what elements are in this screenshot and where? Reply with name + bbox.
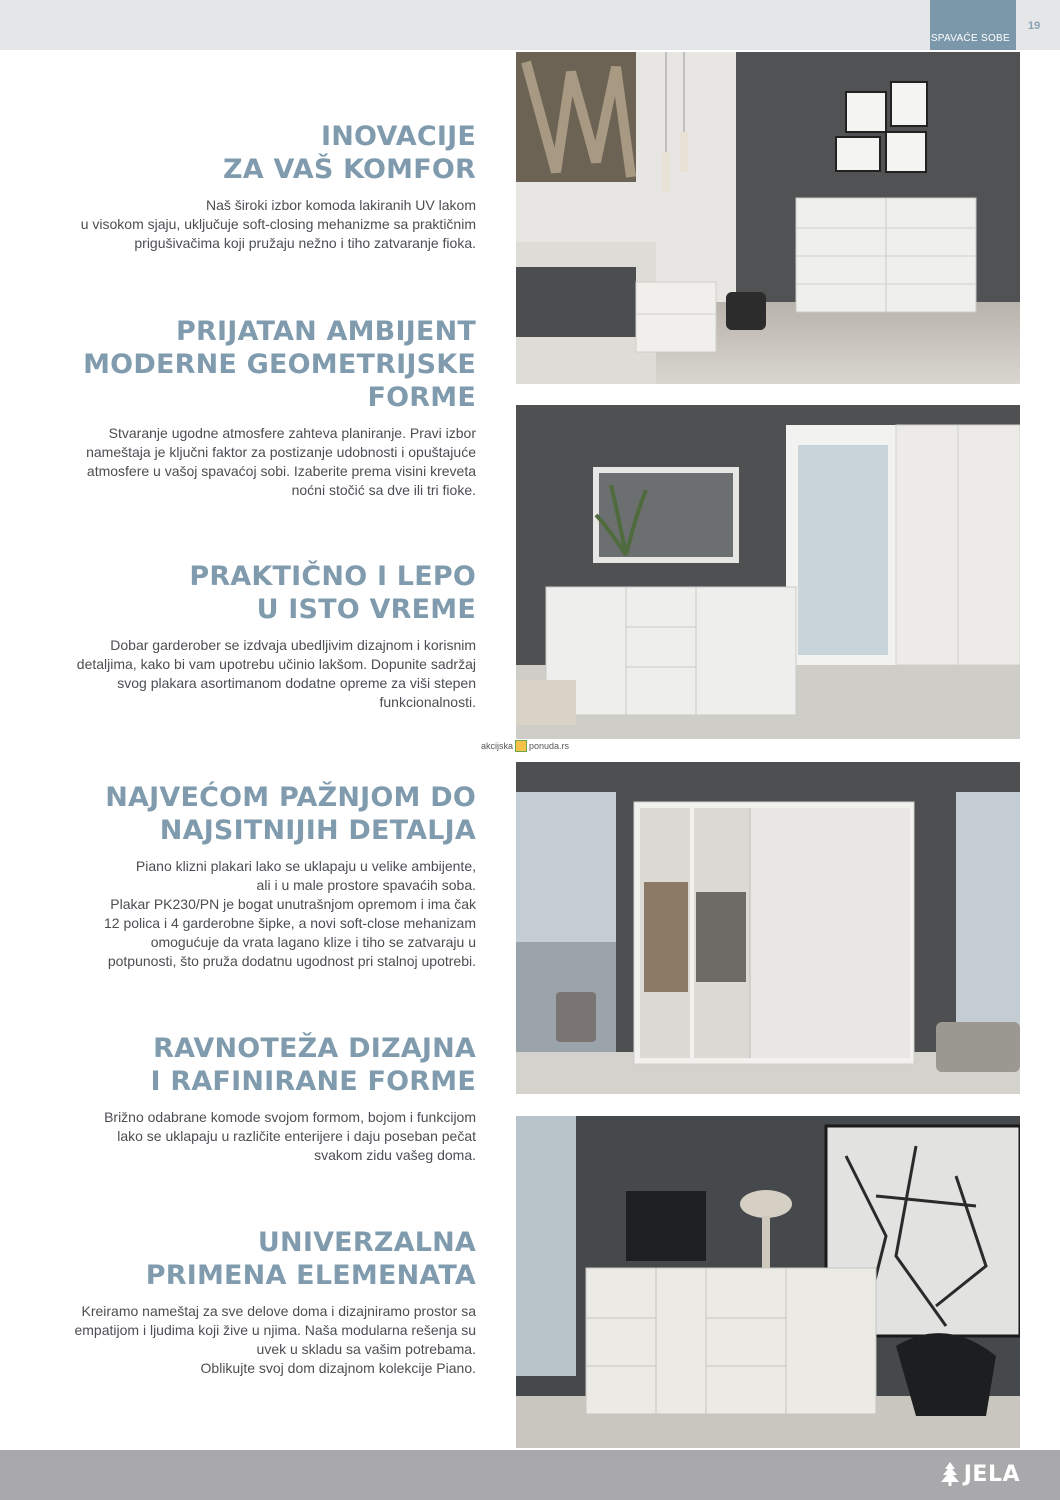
heading: NAJVEĆOM PAŽNJOM DO NAJSITNIJIH DETALJA: [105, 782, 476, 846]
heading: PRAKTIČNO I LEPO U ISTO VREME: [189, 561, 476, 625]
body-text: Dobar garderober se izdvaja ubedljivim dizajnom i korisnim detaljima, kako bi vam upotrebu učinio lakšom. Dopunite sadržaj svog plakara asortimanom dodatne opreme za viši stepen funkcionalnosti.: [76, 637, 476, 710]
page-number: 19: [1028, 20, 1041, 32]
text-block-1: [16, 120, 476, 253]
watermark: akcijska ponuda.rs: [481, 741, 570, 751]
photo-living-sideboard: [516, 1116, 1020, 1448]
heading: RAVNOTEŽA DIZAJNA I RAFINIRANE FORME: [150, 1033, 476, 1097]
photo-bedroom-chest: [516, 52, 1020, 384]
body-text: Kreiramo nameštaj za sve delove doma i dizajniramo prostor sa empatijom i ljudima koji žive u njima. Naša modularna rešenja su uvek u skladu sa vašim potrebama. Oblikujte svoj dom dizajnom kolekcije Piano.: [74, 1303, 476, 1376]
body-text: Stvaranje ugodne atmosfere zahteva planiranje. Pravi izbor nameštaja je ključni faktor za postizanje udobnosti i opuštajuće atmosfere u vašoj spavaćoj sobi. Izaberite prema visini kreveta noćni stočić sa dve ili tri fioke.: [86, 425, 476, 498]
text-block-3: [16, 560, 476, 712]
photo-sideboard-mirror: [516, 405, 1020, 739]
text-block-2: [16, 315, 476, 500]
photo-sliding-wardrobe: [516, 762, 1020, 1094]
watermark-icon: [515, 740, 527, 752]
section-tab: [930, 0, 1016, 50]
brand-logo: JELA: [939, 1461, 1020, 1487]
text-block-6: [16, 1226, 476, 1378]
footer-bar: [0, 1450, 1060, 1500]
tree-logo-icon: [939, 1461, 961, 1487]
body-text: Piano klizni plakari lako se uklapaju u velike ambijente, ali i u male prostore spavaćih soba. Plakar PK230/PN je bogat unutrašnjom opremom i ima čak 12 polica i 4 garderobne šipke, a novi soft-close mehanizam omogućuje da vrata lagano klize i tiho se zatvaraju u potpunosti, što pruža dodatnu ugodnost pri stalnoj upotrebi.: [104, 858, 476, 969]
body-text: Brižno odabrane komode svojom formom, bojom i funkcijom lako se uklapaju u različite enterijere i daju poseban pečat svakom zidu vašeg doma.: [104, 1109, 476, 1163]
heading: UNIVERZALNA PRIMENA ELEMENATA: [145, 1227, 476, 1291]
heading: INOVACIJE ZA VAŠ KOMFOR: [223, 121, 476, 185]
text-block-4: [16, 781, 476, 971]
heading: PRIJATAN AMBIJENT MODERNE GEOMETRIJSKE FORME: [83, 316, 476, 413]
text-block-5: [16, 1032, 476, 1165]
top-bar: [0, 0, 1060, 50]
body-text: Naš široki izbor komoda lakiranih UV lakom u visokom sjaju, uključuje soft-closing mehanizme sa praktičnim prigušivačima koji pružaju nežno i tiho zatvaranje fioka.: [80, 197, 476, 251]
section-label: SPAVAĆE SOBE: [930, 33, 1010, 44]
